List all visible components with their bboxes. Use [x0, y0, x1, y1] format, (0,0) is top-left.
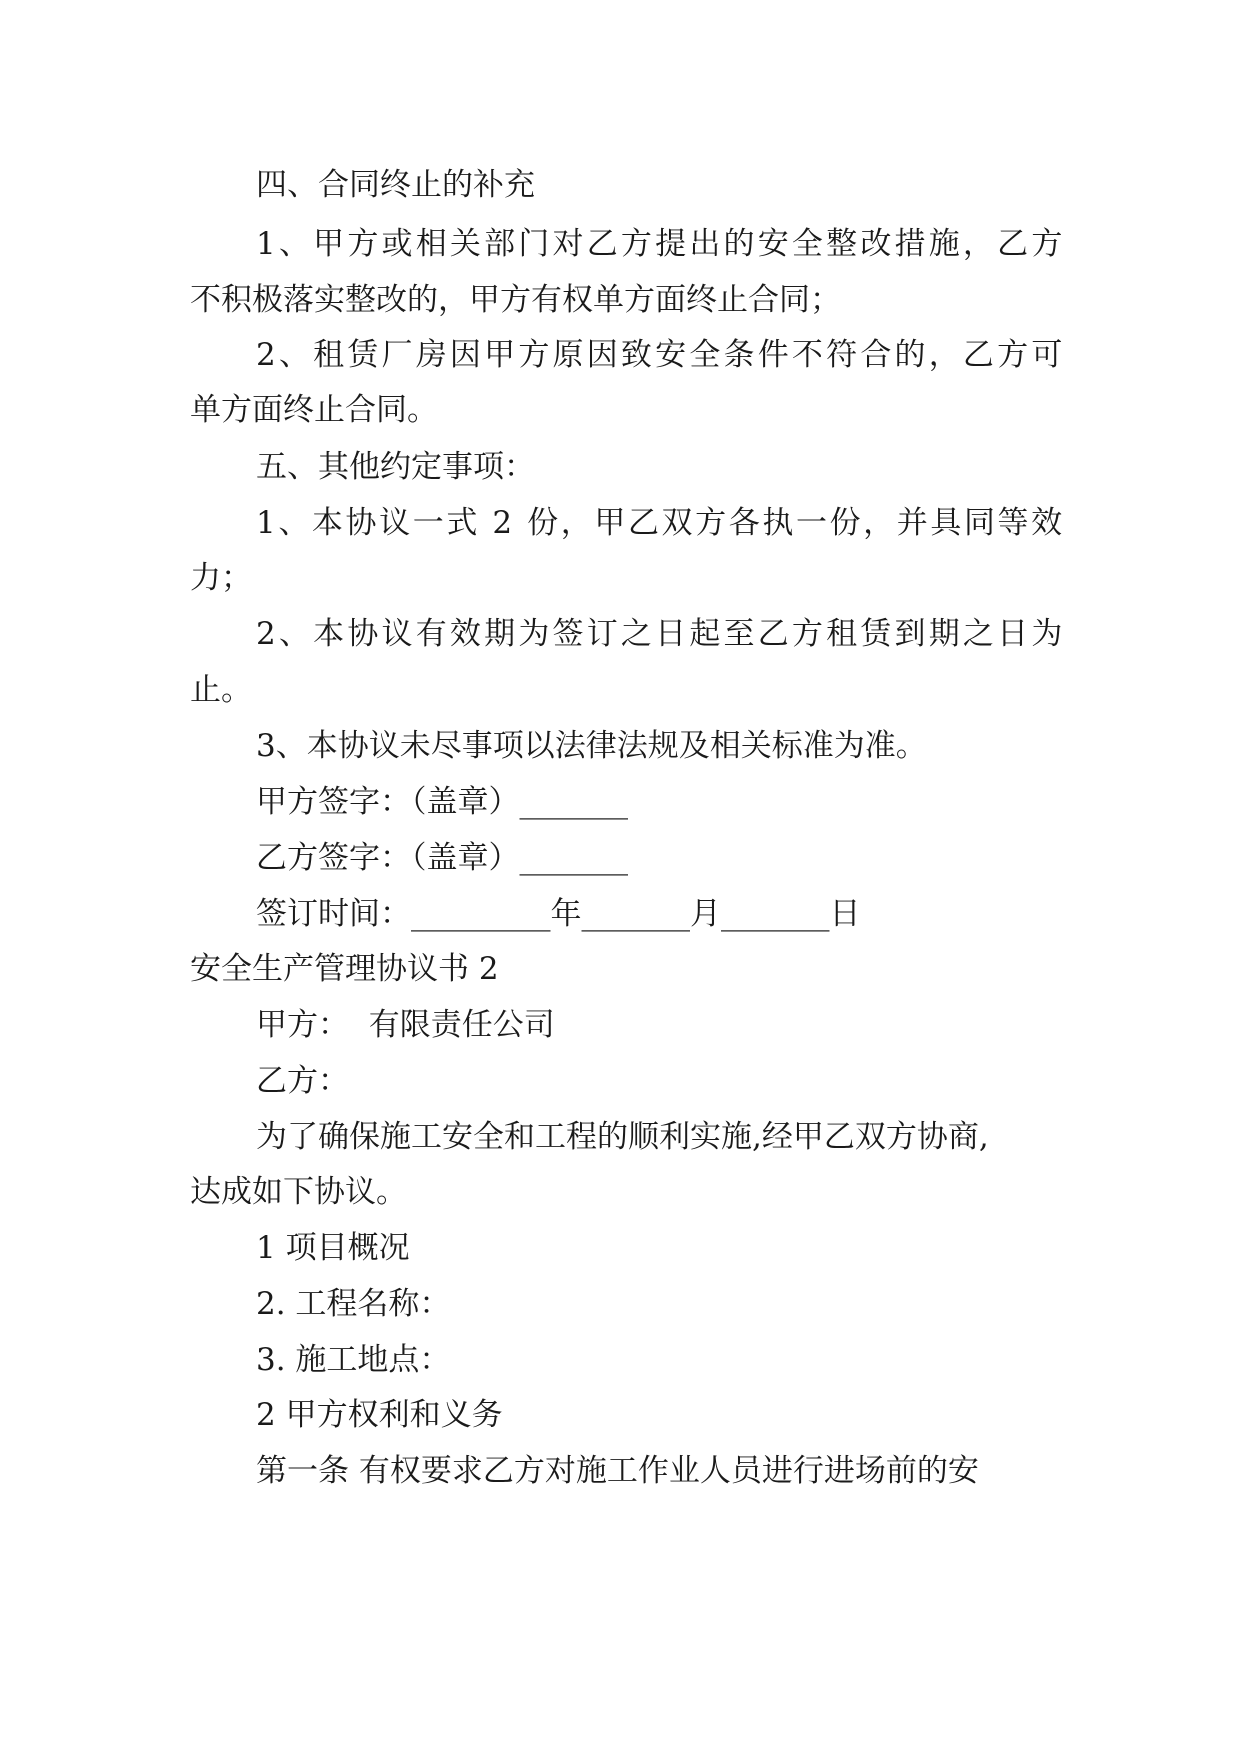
paragraph-line: 达成如下协议。: [190, 1174, 407, 1210]
project-name-line: 2. 工程名称：: [256, 1286, 451, 1322]
signature-line-party-b: 乙方签字：（盖章）_______: [256, 840, 628, 876]
paragraph-line: 力；: [190, 560, 252, 596]
paragraph-line: 为了确保施工安全和工程的顺利实施,经甲乙双方协商,: [256, 1119, 989, 1155]
paragraph-line: 第一条 有权要求乙方对施工作业人员进行进场前的安: [256, 1453, 979, 1489]
party-b-line: 乙方：: [256, 1063, 349, 1099]
paragraph-line: 3、本协议未尽事项以法律法规及相关标准为准。: [256, 728, 927, 764]
paragraph-line: 1、甲方或相关部门对乙方提出的安全整改措施，乙方: [256, 226, 1066, 262]
paragraph-line: 不积极落实整改的，甲方有权单方面终止合同；: [190, 282, 841, 318]
section-heading-contract-termination: 四、合同终止的补充: [256, 167, 535, 203]
paragraph-line: 2、本协议有效期为签订之日起至乙方租赁到期之日为: [256, 616, 1066, 652]
construction-site-line: 3. 施工地点：: [256, 1342, 451, 1378]
signing-date-line: 签订时间：_________年_______月_______日: [256, 896, 861, 932]
paragraph-line: 止。: [190, 672, 252, 708]
section-heading-party-a-rights: 2 甲方权利和义务: [256, 1397, 503, 1433]
section-heading-project-overview: 1 项目概况: [256, 1230, 410, 1266]
paragraph-line: 单方面终止合同。: [190, 392, 438, 428]
party-a-line: 甲方： 有限责任公司: [256, 1007, 555, 1043]
paragraph-line: 1、本协议一式 2 份，甲乙双方各执一份，并具同等效: [256, 505, 1065, 541]
signature-line-party-a: 甲方签字：（盖章）_______: [256, 784, 628, 820]
document-title: 安全生产管理协议书 2: [190, 951, 499, 987]
section-heading-other-terms: 五、其他约定事项：: [256, 449, 535, 485]
paragraph-line: 2、租赁厂房因甲方原因致安全条件不符合的，乙方可: [256, 337, 1066, 373]
